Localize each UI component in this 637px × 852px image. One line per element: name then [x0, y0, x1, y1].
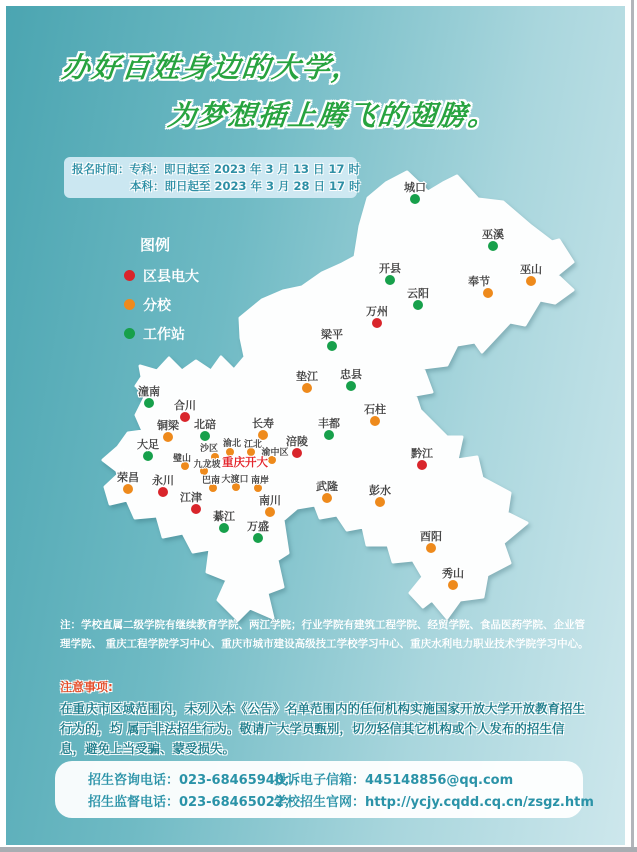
affiliated-colleges-note — [60, 616, 590, 654]
map-marker-station — [144, 398, 154, 408]
legend-item-branch — [124, 290, 199, 319]
map-label: 永川 — [152, 474, 174, 487]
map-marker-county — [180, 412, 190, 422]
map-marker-station — [324, 430, 334, 440]
map-marker-branch — [322, 493, 332, 503]
legend-label-station: 工作站 — [143, 326, 185, 343]
map-label: 北碚 — [194, 418, 216, 431]
map-label: 酉阳 — [420, 530, 442, 543]
map-label: 石柱 — [364, 403, 386, 416]
notice-title: 注意事项: — [60, 680, 113, 694]
registration-line-college: 报名时间：专科：即日起至 2023 年 3 月 13 日 17 时 — [72, 161, 361, 176]
map-marker-branch — [258, 430, 268, 440]
map-marker-station — [385, 275, 395, 285]
map-label: 巴南 — [201, 476, 221, 486]
map-marker-station — [488, 241, 498, 251]
note-line-2: 重庆工程学院学习中心、重庆市城市建设高级技工学校学习中心、重庆水利电力职业技术学院学习中心。 — [105, 638, 589, 650]
map-label: 荣昌 — [117, 471, 139, 484]
map-label: 合川 — [174, 399, 196, 412]
note-line-1: 注：学校直属二级学院有继续教育学院、两江学院；行业学院有建筑工程学院、经贸学院、食品医药学院、企业管理学院、 — [60, 619, 585, 650]
map-label: 梁平 — [321, 328, 343, 341]
map-marker-branch — [448, 580, 458, 590]
legend-item-station — [124, 319, 199, 348]
supervise-phone: 招生监督电话：023-68465022； — [88, 795, 297, 810]
map-marker-county — [191, 504, 201, 514]
map-marker-station — [219, 523, 229, 533]
map-marker-county — [158, 487, 168, 497]
map-label: 奉节 — [468, 275, 490, 288]
map-label: 南岸 — [250, 476, 270, 486]
map-label: 忠县 — [340, 368, 362, 381]
map-marker-station — [327, 341, 337, 351]
legend-item-county — [124, 261, 199, 290]
map-label: 长寿 — [252, 417, 274, 430]
map-label: 万盛 — [247, 520, 269, 533]
map-marker-station — [200, 431, 210, 441]
map-marker-station — [253, 533, 263, 543]
admissions-website: 学校招生官网：http://ycjy.cqdd.cq.cn/zsgz.htm — [274, 795, 594, 810]
map-marker-branch — [526, 276, 536, 286]
map-label: 开县 — [379, 262, 401, 275]
map-label: 渝中区 — [261, 448, 289, 458]
consult-phone: 招生咨询电话：023-68465940； — [88, 773, 297, 788]
map-label: 江津 — [180, 491, 202, 504]
map-label: 垫江 — [296, 370, 318, 383]
map-label: 万州 — [366, 305, 388, 318]
station-dot-icon — [124, 328, 135, 339]
notice-section — [60, 678, 588, 759]
slogan-line-2: 为梦想插上腾飞的翅膀。 — [166, 99, 500, 132]
contact-row-1 — [88, 768, 583, 790]
branch-dot-icon — [124, 299, 135, 310]
map-marker-branch — [163, 432, 173, 442]
legend-title: 图例 — [140, 236, 171, 254]
map-marker-station — [346, 381, 356, 391]
map-marker-branch — [375, 497, 385, 507]
map-marker-branch — [370, 416, 380, 426]
registration-period-box — [64, 157, 361, 198]
map-label: 铜梁 — [157, 419, 179, 432]
map-label: 武隆 — [316, 480, 338, 493]
map-label: 江北 — [243, 440, 263, 450]
map-label: 大足 — [137, 438, 159, 451]
map-marker-branch — [483, 288, 493, 298]
map-marker-branch — [265, 507, 275, 517]
map-label: 九龙坡 — [193, 460, 221, 470]
map-marker-branch — [302, 383, 312, 393]
page-edge-bottom — [0, 847, 637, 852]
map-label: 云阳 — [407, 287, 429, 300]
legend-label-branch: 分校 — [143, 297, 171, 314]
map-legend — [124, 234, 199, 348]
map-label: 城口 — [404, 181, 426, 194]
map-label: 丰都 — [318, 417, 340, 430]
map-label: 大渡口 — [221, 475, 249, 485]
county-dot-icon — [124, 270, 135, 281]
legend-label-county: 区县电大 — [143, 268, 199, 285]
contact-row-2 — [88, 790, 594, 812]
map-label: 巫山 — [520, 263, 542, 276]
page-edge-right — [631, 0, 634, 852]
map-marker-branch — [123, 484, 133, 494]
map-label: 沙区 — [199, 444, 219, 454]
map-marker-county — [372, 318, 382, 328]
map-label: 巫溪 — [482, 228, 504, 241]
map-label: 南川 — [259, 494, 281, 507]
registration-line-bachelor: 本科：即日起至 2023 年 3 月 28 日 17 时 — [130, 178, 361, 193]
map-marker-county — [292, 448, 302, 458]
map-marker-station — [143, 451, 153, 461]
map-label: 潼南 — [138, 385, 160, 398]
map-marker-county — [417, 460, 427, 470]
map-label: 璧山 — [172, 454, 192, 464]
map-label: 黔江 — [411, 447, 433, 460]
map-marker-station — [413, 300, 423, 310]
complaint-email: 投诉电子信箱：445148856@qq.com — [274, 773, 514, 788]
map-label-headquarters: 重庆开大 — [222, 455, 268, 469]
map-label: 涪陵 — [286, 435, 308, 448]
map-marker-branch — [426, 543, 436, 553]
map-label: 彭水 — [369, 484, 391, 497]
map-label: 綦江 — [213, 510, 235, 523]
slogan-line-1: 办好百姓身边的大学， — [60, 51, 364, 84]
notice-line-1: 在重庆市区域范围内，未列入本《公告》名单范围内的任何机构实施国家开放大学开放教育招生行为的，均 — [60, 701, 586, 736]
notice-line-2: 属于非法招生行为。敬请广大学员甄别，切勿轻信其它机构或个人发布的招生信息，避免上当受骗、蒙受损失。 — [60, 721, 565, 756]
map-marker-station — [410, 194, 420, 204]
contact-info-box — [55, 761, 594, 818]
map-label: 秀山 — [442, 567, 464, 580]
map-label: 渝北 — [222, 439, 242, 449]
notice-body — [60, 699, 588, 759]
